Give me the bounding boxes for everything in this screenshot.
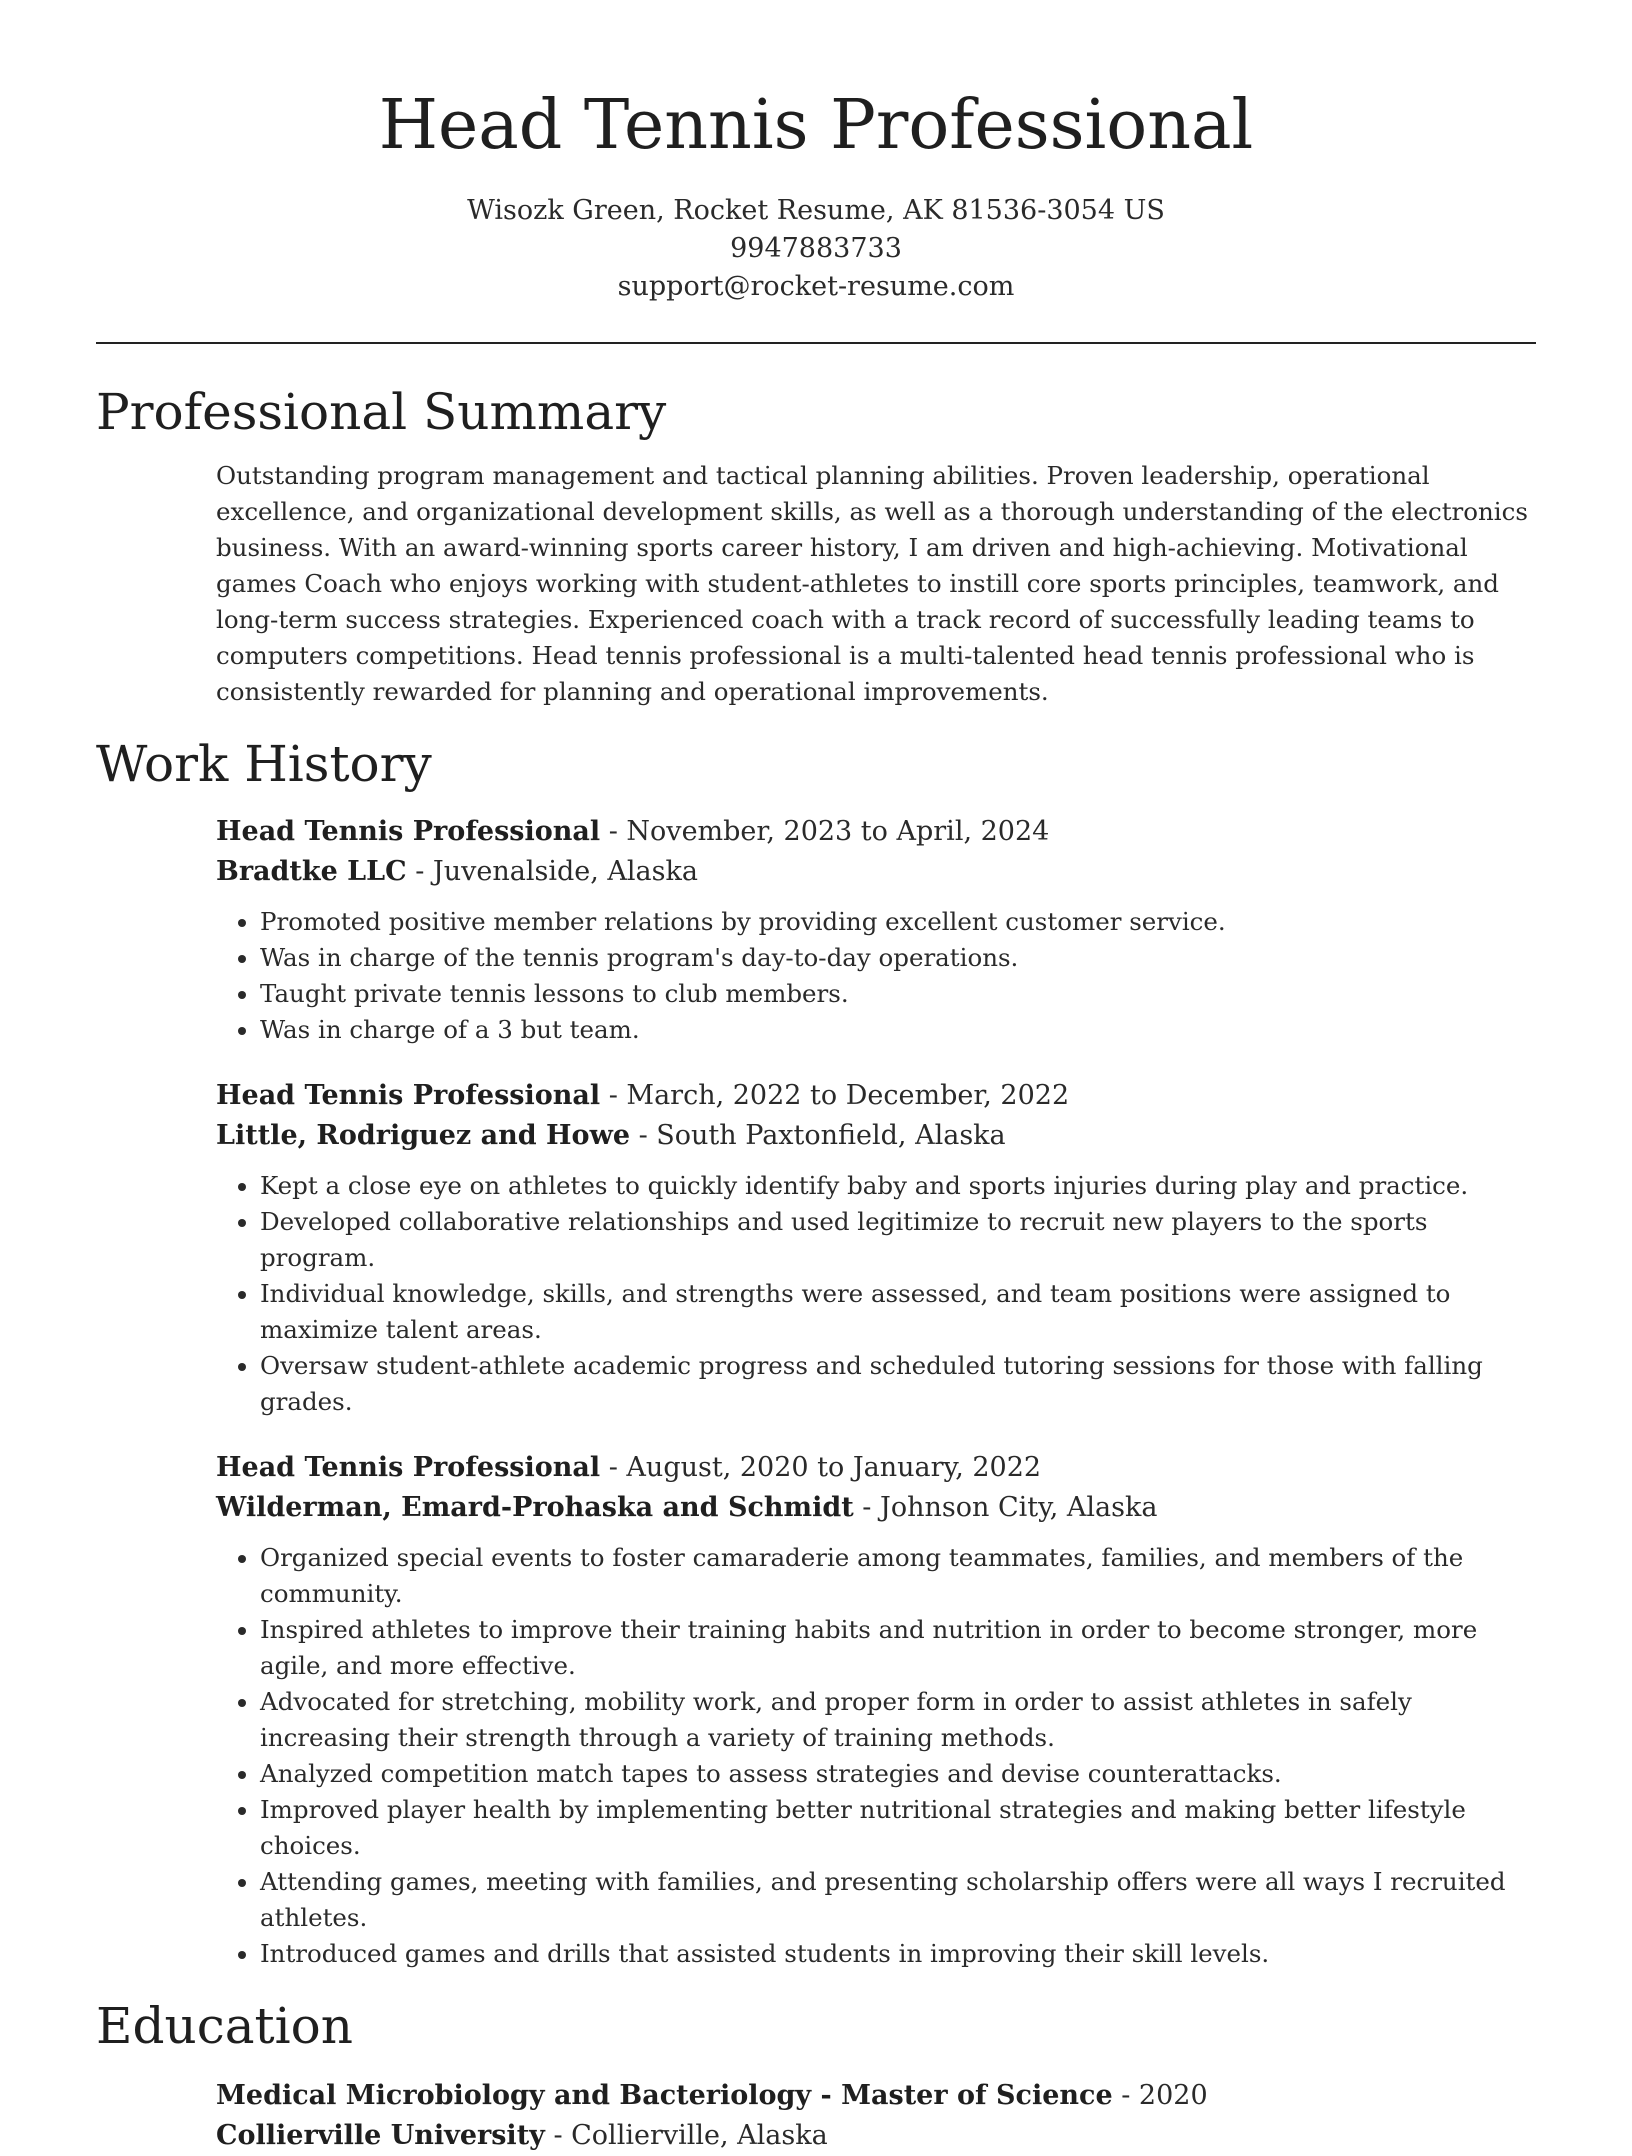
job-company: Little, Rodriguez and Howe bbox=[216, 1120, 630, 1151]
job-entry bbox=[216, 812, 1536, 1048]
resume-header bbox=[0, 84, 1632, 306]
summary-text: Outstanding program management and tactical planning abilities. Proven leadership, operational excellence, and organizational development skills, as well as a thorough understanding of the electronics business. With an award-winning sports career history, I am driven and high-achieving. Motivational games Coach who enjoys working with student-athletes to instill core sports principles, teamwork, and long-term success strategies. Experienced coach with a track record of successfully leading teams to computers competitions. Head tennis professional is a multi-talented head tennis professional who is consistently rewarded for planning and operational improvements. bbox=[216, 461, 1528, 706]
duty-item: • Kept a close eye on athletes to quickly identify baby and sports injuries during play and practice. bbox=[260, 1168, 1536, 1204]
education-entry bbox=[216, 2076, 1536, 2156]
contact-address: Wisozk Green, Rocket Resume, AK 81536-3054 US bbox=[467, 195, 1165, 226]
education-field: Medical Microbiology and Bacteriology bbox=[216, 2080, 812, 2111]
job-company-line bbox=[216, 1488, 1536, 1528]
duty-item: • Inspired athletes to improve their training habits and nutrition in order to become stronger, more agile, and more effective. bbox=[260, 1612, 1536, 1684]
summary-section bbox=[96, 380, 1536, 710]
candidate-name: Head Tennis Professional bbox=[378, 86, 1254, 165]
contact-email: support@rocket-resume.com bbox=[617, 271, 1015, 302]
job-location: - Juvenalside, Alaska bbox=[406, 856, 698, 887]
education-school: Collierville University bbox=[216, 2120, 545, 2151]
job-dates: - March, 2022 to December, 2022 bbox=[600, 1080, 1070, 1111]
job-location: - South Paxtonfield, Alaska bbox=[630, 1120, 1006, 1151]
job-duties bbox=[216, 904, 1536, 1048]
duty-item: • Taught private tennis lessons to club members. bbox=[260, 976, 1536, 1012]
work-history-section bbox=[96, 732, 1536, 1972]
job-title-line bbox=[216, 812, 1536, 852]
duty-item: • Advocated for stretching, mobility work, and proper form in order to assist athletes in safely increasing their strength through a variety of training methods. bbox=[260, 1684, 1536, 1756]
job-dates: - August, 2020 to January, 2022 bbox=[600, 1452, 1042, 1483]
duty-item: • Promoted positive member relations by providing excellent customer service. bbox=[260, 904, 1536, 940]
job-dates: - November, 2023 to April, 2024 bbox=[600, 816, 1050, 847]
header-divider bbox=[96, 342, 1536, 344]
job-position: Head Tennis Professional bbox=[216, 1452, 601, 1483]
education-degree: - Master of Science bbox=[811, 2080, 1113, 2111]
duty-item: • Improved player health by implementing better nutritional strategies and making better lifestyle choices. bbox=[260, 1792, 1536, 1864]
job-title-line bbox=[216, 1448, 1536, 1488]
education-year: - 2020 bbox=[1112, 2080, 1208, 2111]
duty-item: • Introduced games and drills that assisted students in improving their skill levels. bbox=[260, 1936, 1536, 1972]
education-heading: Education bbox=[96, 1997, 353, 2055]
job-company: Wilderman, Emard-Prohaska and Schmidt bbox=[216, 1492, 854, 1523]
job-duties bbox=[216, 1540, 1536, 1972]
job-location: - Johnson City, Alaska bbox=[853, 1492, 1158, 1523]
education-location: - Collierville, Alaska bbox=[544, 2120, 828, 2151]
duty-item: • Was in charge of a 3 but team. bbox=[260, 1012, 1536, 1048]
duty-item: • Was in charge of the tennis program's day-to-day operations. bbox=[260, 940, 1536, 976]
contact-phone: 9947883733 bbox=[730, 233, 902, 264]
resume-content bbox=[96, 380, 1536, 2156]
job-company: Bradtke LLC bbox=[216, 856, 407, 887]
job-duties bbox=[216, 1168, 1536, 1420]
job-company-line bbox=[216, 852, 1536, 892]
summary-heading: Professional Summary bbox=[96, 383, 667, 441]
duty-item: • Analyzed competition match tapes to assess strategies and devise counterattacks. bbox=[260, 1756, 1536, 1792]
work-history-heading: Work History bbox=[96, 735, 432, 793]
duty-item: • Individual knowledge, skills, and strengths were assessed, and team positions were assigned to maximize talent areas. bbox=[260, 1276, 1536, 1348]
job-position: Head Tennis Professional bbox=[216, 1080, 601, 1111]
contact-info bbox=[0, 192, 1632, 306]
duty-item: • Attending games, meeting with families, and presenting scholarship offers were all ways I recruited athletes. bbox=[260, 1864, 1536, 1936]
education-degree-line bbox=[216, 2076, 1536, 2116]
job-title-line bbox=[216, 1076, 1536, 1116]
job-entry bbox=[216, 1448, 1536, 1972]
duty-item: • Oversaw student-athlete academic progress and scheduled tutoring sessions for those with falling grades. bbox=[260, 1348, 1536, 1420]
education-school-line bbox=[216, 2116, 1536, 2156]
job-entry bbox=[216, 1076, 1536, 1420]
job-position: Head Tennis Professional bbox=[216, 816, 601, 847]
duty-item: • Organized special events to foster camaraderie among teammates, families, and members of the community. bbox=[260, 1540, 1536, 1612]
education-section bbox=[96, 1994, 1536, 2156]
duty-item: • Developed collaborative relationships and used legitimize to recruit new players to the sports program. bbox=[260, 1204, 1536, 1276]
job-company-line bbox=[216, 1116, 1536, 1156]
